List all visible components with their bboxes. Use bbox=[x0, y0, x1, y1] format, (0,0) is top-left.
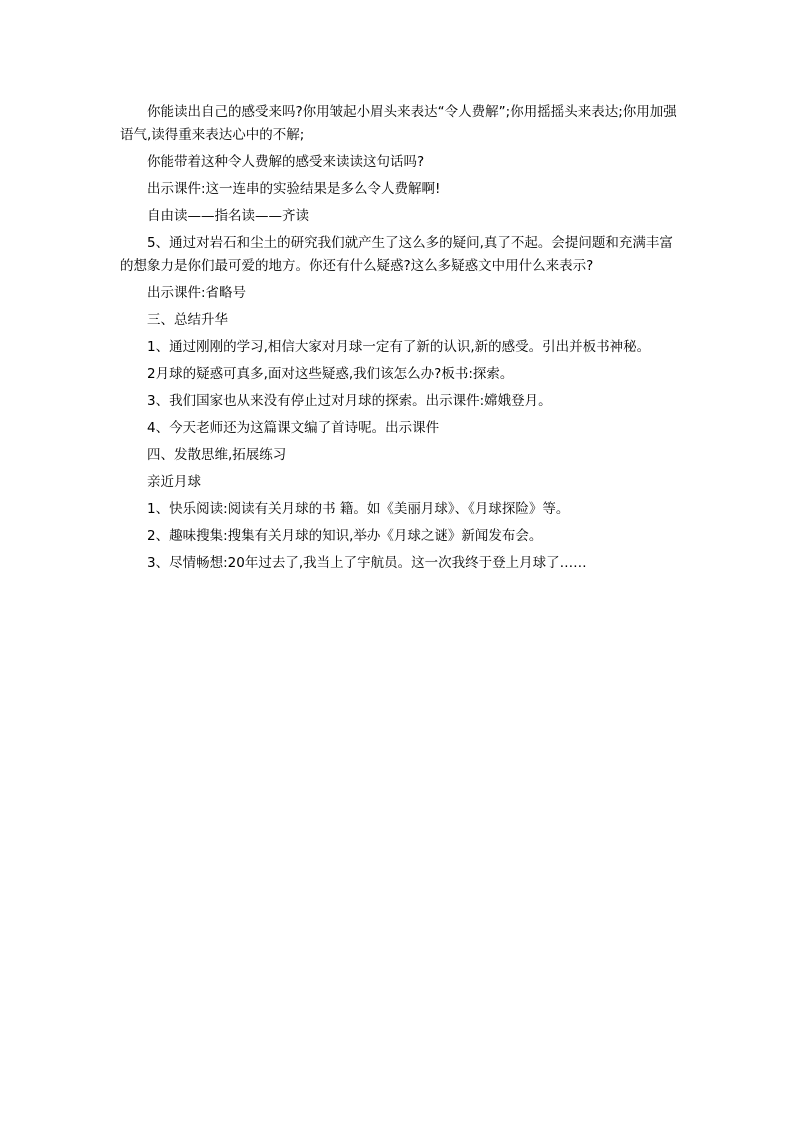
section-heading-extension: 四、发散思维,拓展练习 bbox=[147, 447, 287, 463]
list-item-summary-2: 2月球的疑惑可真多,面对这些疑惑,我们该怎么办?板书:探索。 bbox=[147, 366, 514, 382]
list-item-summary-1: 1、通过刚刚的学习,相信大家对月球一定有了新的认识,新的感受。引出并板书神秘。 bbox=[147, 339, 651, 355]
paragraph-ellipsis: 出示课件:省略号 bbox=[147, 285, 247, 301]
list-item-extension-2: 2、趣味搜集:搜集有关月球的知识,举办《月球之谜》新闻发布会。 bbox=[147, 528, 543, 544]
document-body bbox=[120, 101, 680, 579]
paragraph-reading-order: 自由读——指名读——齐读 bbox=[147, 208, 309, 224]
paragraph-read-sentence: 你能带着这种令人费解的感受来读读这句话吗? bbox=[147, 154, 425, 170]
paragraph-show-courseware: 出示课件:这一连串的实验结果是多么令人费解啊! bbox=[147, 181, 441, 197]
paragraph-step-5: 5、通过对岩石和尘土的研究我们就产生了这么多的疑问,真了不起。会提问题和充满丰富的想象力是你们最可爱的地方。你还有什么疑惑?这么多疑惑文中用什么来表示? bbox=[120, 235, 673, 274]
list-item-summary-3: 3、我们国家也从来没有停止过对月球的探索。出示课件:嫦娥登月。 bbox=[147, 393, 552, 409]
list-item-extension-3: 3、尽情畅想:20年过去了,我当上了宇航员。这一次我终于登上月球了…… bbox=[147, 555, 587, 571]
list-item-extension-1: 1、快乐阅读:阅读有关月球的书 籍。如《美丽月球》、《月球探险》等。 bbox=[147, 501, 570, 517]
paragraph-feelings: 你能读出自己的感受来吗?你用皱起小眉头来表达“令人费解”;你用摇摇头来表达;你用加强语气,读得重来表达心中的不解; bbox=[120, 104, 677, 143]
subheading-approach-moon: 亲近月球 bbox=[147, 474, 201, 490]
list-item-summary-4: 4、今天老师还为这篇课文编了首诗呢。出示课件 bbox=[147, 420, 440, 436]
section-heading-summary: 三、总结升华 bbox=[147, 312, 228, 328]
